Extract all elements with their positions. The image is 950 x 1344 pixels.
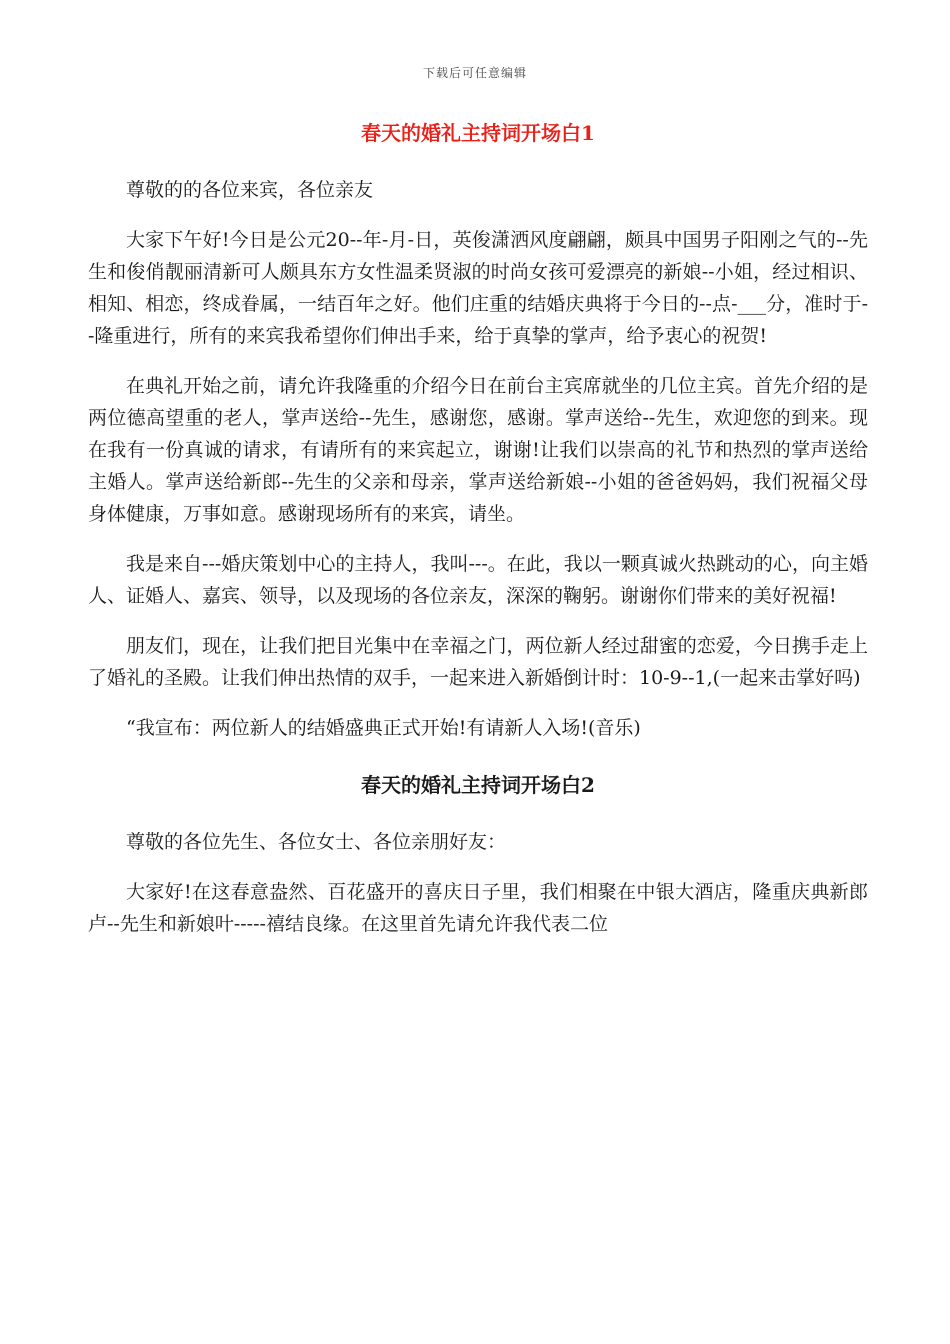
section-1-paragraph-5: 朋友们，现在，让我们把目光集中在幸福之门，两位新人经过甜蜜的恋爱，今日携手走上了婚礼的圣殿。让我们伸出热情的双手，一起来进入新婚倒计时：10-9--1,(一起来击掌好吗)	[88, 635, 868, 689]
section-1-title: 春天的婚礼主持词开场白1	[361, 121, 595, 145]
document-body	[88, 118, 868, 958]
section-1-paragraph-3: 在典礼开始之前，请允许我隆重的介绍今日在前台主宾席就坐的几位主宾。首先介绍的是两位德高望重的老人，掌声送给--先生，感谢您，感谢。掌声送给--先生，欢迎您的到来。现在我有一份真诚的请求，有请所有的来宾起立，谢谢!让我们以崇高的礼节和热烈的掌声送给主婚人。掌声送给新郎--先生的父亲和母亲，掌声送给新娘--小姐的爸爸妈妈，我们祝福父母身体健康，万事如意。感谢现场所有的来宾，请坐。	[88, 375, 868, 525]
section-1-paragraph-2: 大家下午好!今日是公元20--年-月-日，英俊潇洒风度翩翩，颇具中国男子阳刚之气的--先生和俊俏靓丽清新可人颇具东方女性温柔贤淑的时尚女孩可爱漂亮的新娘--小姐，经过相识、相知、相恋，终成眷属，一结百年之好。他们庄重的结婚庆典将于今日的--点-___分，准时于--隆重进行，所有的来宾我希望你们伸出手来，给于真挚的掌声，给予衷心的祝贺!	[88, 229, 868, 347]
section-1-paragraph-1: 尊敬的的各位来宾，各位亲友	[126, 179, 374, 201]
section-2-title: 春天的婚礼主持词开场白2	[361, 773, 595, 797]
header-note: 下载后可任意编辑	[422, 66, 527, 80]
section-1-paragraph-6: “我宣布：两位新人的结婚盛典正式开始!有请新人入场!(音乐)	[126, 717, 641, 739]
section-2-paragraph-2: 大家好!在这春意盎然、百花盛开的喜庆日子里，我们相聚在中银大酒店，隆重庆典新郎卢--先生和新娘叶-----禧结良缘。在这里首先请允许我代表二位	[88, 881, 868, 935]
section-2-paragraph-1: 尊敬的各位先生、各位女士、各位亲朋好友：	[126, 831, 507, 853]
section-1-paragraph-4: 我是来自---婚庆策划中心的主持人，我叫---。在此，我以一颗真诚火热跳动的心，向主婚人、证婚人、嘉宾、领导，以及现场的各位亲友，深深的鞠躬。谢谢你们带来的美好祝福!	[88, 553, 868, 607]
